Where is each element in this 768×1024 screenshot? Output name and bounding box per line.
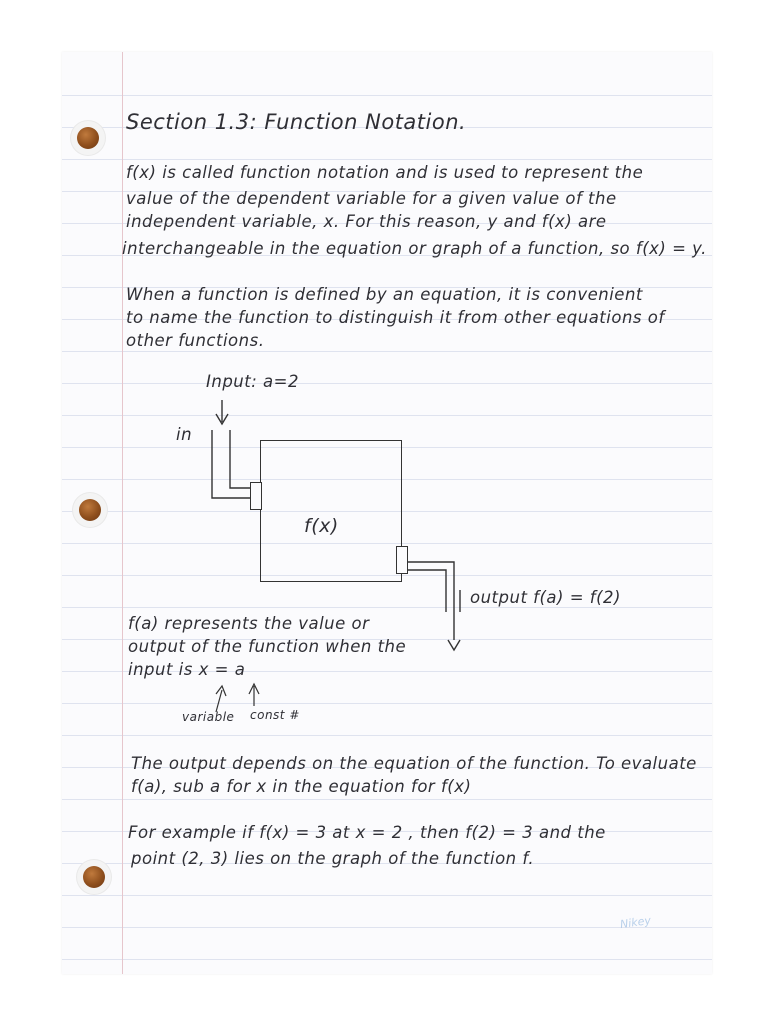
diagram-input-label: Input: a=2 [206,372,299,391]
paragraph4-line2: f(a), sub a for x in the equation for f(x) [131,777,472,796]
page-title: Section 1.3: Function Notation. [126,110,467,134]
signature-watermark: Nikey [619,913,652,932]
paragraph1-line2: value of the dependent variable for a given value of the [126,189,617,208]
annotation-const: const # [250,708,300,722]
paragraph2-line2: to name the function to distinguish it from other equations of [126,308,665,327]
paragraph3-line2: output of the function when the [128,637,407,656]
paragraph1-line1: f(x) is called function notation and is used to represent the [126,163,644,182]
annotation-variable: variable [182,710,235,724]
paragraph2-line3: other functions. [126,331,265,350]
diagram-output-label: output f(a) = f(2) [470,588,621,607]
paragraph4-line1: The output depends on the equation of the function. To evaluate [131,754,697,773]
paragraph3-line3: input is x = a [128,660,246,679]
paragraph5-line2: point (2, 3) lies on the graph of the function f. [131,849,535,868]
function-box-label: f(x) [304,515,339,537]
paragraph1-line4: interchangeable in the equation or graph of a function, so f(x) = y. [122,239,707,258]
diagram-in-label: in [176,425,193,444]
paragraph3-line1: f(a) represents the value or [128,614,370,633]
paragraph1-line3: independent variable, x. For this reason, y and f(x) are [126,212,607,231]
paragraph5-line1: For example if f(x) = 3 at x = 2 , then f(2) = 3 and the [128,823,606,842]
paragraph2-line1: When a function is defined by an equation, it is convenient [126,285,643,304]
